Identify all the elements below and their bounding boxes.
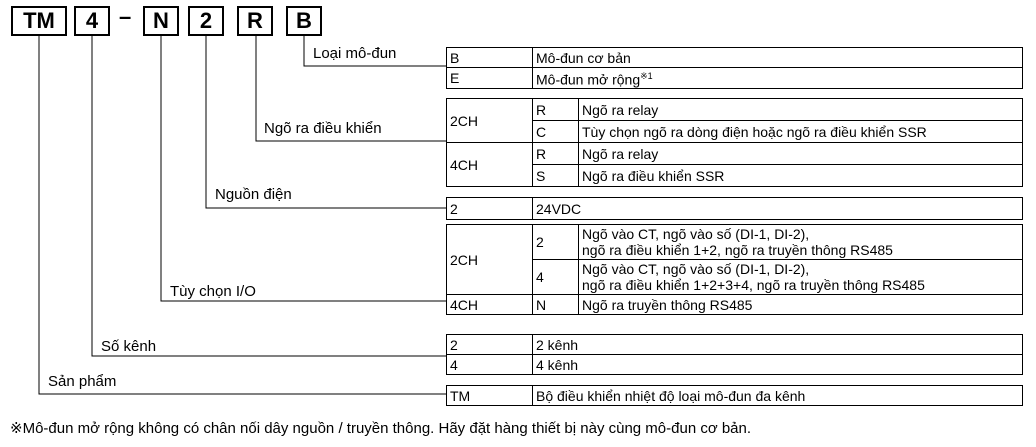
table-cell-desc: Tùy chọn ngõ ra dòng điện hoặc ngõ ra điều khiển SSR	[579, 121, 1023, 143]
label-channels: Số kênh	[101, 338, 157, 355]
table-cell-desc: Mô-đun cơ bản	[533, 48, 1023, 68]
table-cell-code: R	[533, 143, 579, 165]
footnote-mark: ※1	[640, 71, 653, 81]
table-cell-desc: Ngõ ra điều khiển SSR	[579, 165, 1023, 187]
table-cell-ch: 2CH	[447, 225, 533, 295]
table-cell-code: C	[533, 121, 579, 143]
label-product: Sản phẩm	[48, 373, 117, 390]
table-cell-code: 2	[533, 225, 579, 260]
code-box-power: 2	[188, 6, 224, 36]
table-cell-desc: Ngõ ra truyền thông RS485	[579, 295, 1023, 315]
footnote: ※Mô-đun mở rộng không có chân nối dây nguồn / truyền thông. Hãy đặt hàng thiết bị này cùng mô-đun cơ bản.	[10, 420, 752, 437]
table-cell-code: E	[447, 68, 533, 89]
label-io-option: Tùy chọn I/O	[170, 283, 256, 300]
table-cell-ch: 4CH	[447, 143, 533, 187]
desc-line: Ngõ vào CT, ngõ vào số (DI-1, DI-2),	[582, 261, 810, 277]
table-cell-desc: Ngõ ra relay	[579, 99, 1023, 121]
module-type-table	[446, 47, 1023, 89]
table-cell-desc: 24VDC	[533, 198, 1023, 220]
table-cell-desc: 4 kênh	[533, 355, 1023, 375]
code-box-control-output: R	[237, 6, 273, 36]
table-cell-code: N	[533, 295, 579, 315]
desc-line: Ngõ vào CT, ngõ vào số (DI-1, DI-2),	[582, 226, 810, 242]
table-cell-code: 4	[447, 355, 533, 375]
power-table	[446, 197, 1023, 220]
product-table	[446, 385, 1023, 406]
table-cell-code: R	[533, 99, 579, 121]
table-cell-code: B	[447, 48, 533, 68]
table-cell-desc	[579, 225, 1023, 260]
table-cell-code: TM	[447, 386, 533, 406]
code-box-module-type: B	[286, 6, 322, 36]
table-cell-desc: Bộ điều khiển nhiệt độ loại mô-đun đa kênh	[533, 386, 1023, 406]
desc-line: ngõ ra điều khiển 1+2+3+4, ngõ ra truyền thông RS485	[582, 277, 925, 293]
io-option-table	[446, 224, 1023, 315]
desc-line: ngõ ra điều khiển 1+2, ngõ ra truyền thông RS485	[582, 242, 893, 258]
channels-table	[446, 334, 1023, 375]
table-cell-desc: Ngõ ra relay	[579, 143, 1023, 165]
label-power: Nguồn điện	[215, 186, 292, 203]
table-cell-code: 2	[447, 198, 533, 220]
code-dash: –	[119, 4, 132, 29]
table-cell-ch: 2CH	[447, 99, 533, 143]
table-cell-text: Mô-đun mở rộng	[536, 71, 641, 88]
table-cell-code: 4	[533, 260, 579, 295]
table-cell-code: 2	[447, 335, 533, 355]
table-cell-code: S	[533, 165, 579, 187]
table-cell-desc	[533, 68, 1023, 89]
table-cell-desc	[579, 260, 1023, 295]
table-cell-ch: 4CH	[447, 295, 533, 315]
code-box-product: TM	[11, 6, 67, 36]
label-module-type: Loại mô-đun	[313, 45, 397, 62]
table-cell-desc: 2 kênh	[533, 335, 1023, 355]
label-control-output: Ngõ ra điều khiển	[264, 120, 382, 137]
code-box-channels: 4	[74, 6, 110, 36]
control-output-table	[446, 98, 1023, 187]
code-box-io-option: N	[143, 6, 179, 36]
